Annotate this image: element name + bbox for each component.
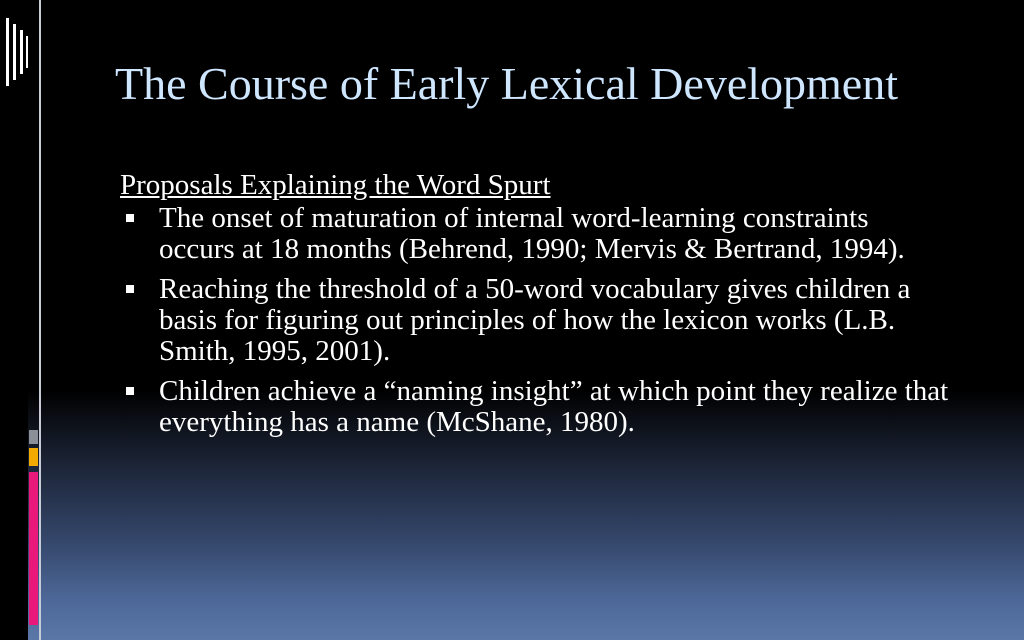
square-bullet-icon	[126, 387, 134, 395]
bullet-text: Reaching the threshold of a 50-word vocabulary gives children a basis for figuring out principles of how the lexicon works (L.B. Smith, 1995, 2001).	[159, 273, 911, 367]
decorative-line	[26, 36, 28, 68]
accent-block-orange	[29, 448, 38, 466]
accent-block-gray	[29, 430, 38, 444]
slide-body	[120, 170, 950, 447]
square-bullet-icon	[126, 214, 134, 222]
square-bullet-icon	[126, 285, 134, 293]
accent-block-pink	[29, 472, 38, 625]
strip-edge-line	[39, 0, 41, 640]
bullet-item	[120, 274, 950, 367]
decorative-side-strip	[0, 0, 41, 640]
bullet-text: The onset of maturation of internal word-learning constraints occurs at 18 months (Behrend, 1990; Mervis & Bertrand, 1994).	[159, 202, 905, 265]
subheading: Proposals Explaining the Word Spurt	[120, 169, 551, 201]
slide-title: The Course of Early Lexical Development	[115, 58, 898, 109]
bullet-item	[120, 376, 950, 438]
bullet-text: Children achieve a “naming insight” at which point they realize that everything has a name (McShane, 1980).	[159, 375, 949, 438]
decorative-line	[20, 30, 23, 74]
decorative-line	[13, 24, 16, 80]
bullet-list	[120, 203, 950, 438]
bullet-item	[120, 203, 950, 265]
decorative-line	[6, 18, 9, 86]
